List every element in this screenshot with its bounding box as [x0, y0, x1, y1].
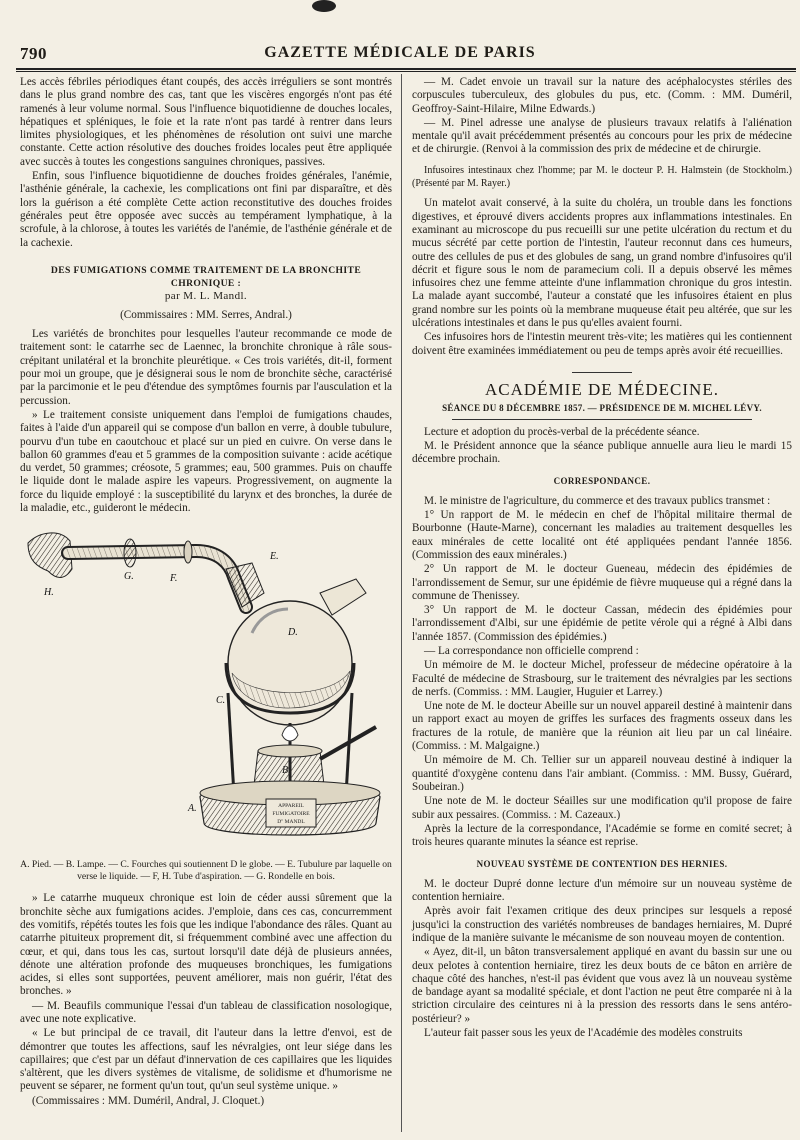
paragraph: L'auteur fait passer sous les yeux de l'Académie des modèles construits — [424, 1027, 743, 1039]
paragraph: Un mémoire de M. le docteur Michel, professeur de médecine opératoire à la Faculté de médecine de Strasbourg, sur le traitement des névralgies par les sections de nerfs. (Commiss. : MM. Laugier, Huguier et Larrey.) — [412, 659, 792, 698]
label-G: G. — [124, 571, 134, 583]
section-title-fumigations — [20, 264, 392, 303]
page-top-margin — [0, 0, 800, 40]
section-byline: par M. L. Mandl. — [164, 289, 248, 302]
section-heading: DES FUMIGATIONS COMME TRAITEMENT DE LA BRONCHITE CHRONIQUE : — [50, 264, 362, 289]
academy-title: ACADÉMIE DE MÉDECINE. — [485, 379, 719, 399]
label-A: A. — [188, 803, 197, 815]
paragraph: — M. Pinel adresse une analyse de plusieurs travaux relatifs à l'aliénation mentale qu'il avait précédemment présentés au concours pour les prix de médecine et de chirurgie. (Renvoi à la commission des prix de médecine et de chirurgie. — [412, 116, 792, 156]
paragraph: Après la lecture de la correspondance, l'Académie se forme en comité secret; à trois heures quarante minutes la séance est reprise. — [412, 822, 792, 849]
paragraph: M. le ministre de l'agriculture, du commerce et des travaux publics transmet : — [424, 494, 771, 507]
label-E: E. — [270, 551, 279, 563]
paragraph: M. le docteur Dupré donne lecture d'un mémoire sur un nouveau système de contention herniaire. — [412, 877, 792, 904]
paragraph: 1° Un rapport de M. le médecin en chef de l'hôpital militaire thermal de Bourbonne (Haute-Marne), concernant les maladies au traitement desquelles les eaux minérales de cette localité ont été appliquées pendant l'année 1856. (Commission des eaux minérales.) — [412, 509, 792, 561]
running-head-title: GAZETTE MÉDICALE DE PARIS — [264, 44, 536, 61]
section-separator — [572, 372, 632, 373]
right-column — [412, 76, 792, 1041]
paragraph: » Le traitement consiste uniquement dans l'emploi de fumigations chaudes, faites à l'aide d'un appareil qui se compose d'un ballon en verre, à double tubulure, pourvu d'un tube en caoutchouc et placé sur un pied en cuivre. On verse dans le ballon 60 grammes d'eau et 5 grammes de la composition suivante : acide acétique du verdet, 50 grammes; créosote, 5 grammes; eau, 500 grammes. Puis on chauffe le liquide dont le malade aspire les vapeurs. Progressivement, on augmente la force du liquide employé : la susceptibilité du larynx et des bronches, la durée de la maladie, etc., guideront le médecin. — [20, 408, 392, 515]
paragraph: — La correspondance non officielle comprend : — [424, 644, 639, 657]
header-rule — [16, 68, 796, 70]
paragraph: — M. Cadet envoie un travail sur la nature des acéphalocystes stériles des corpuscules tuberculeux, des globules du pus, etc. (Comm. : MM. Duméril, Geoffroy-Saint-Hilaire, Milne Edwards.) — [412, 76, 792, 115]
ink-blot — [312, 0, 336, 12]
plate-line-2: FUMIGATOIRE — [272, 811, 310, 818]
paragraph: 3° Un rapport de M. le docteur Cassan, médecin des épidémies pour l'arrondissement d'Albi, sur une épidémie de petite vérole qui a régné à Albi dans l'année 1857. (Commission des épidémies.) — [412, 604, 792, 643]
paragraph: Une note de M. le docteur Abeille sur un nouvel appareil destiné à maintenir dans un rapport exact au moyen de griffes les surfaces des fragments osseux dans les fractures de la rotule, de manière que la réunion ait lieu par un cal linéaire. (Commiss. : M. Malgaigne.) — [412, 700, 792, 753]
paragraph: M. le Président annonce que la séance publique annuelle aura lieu le mardi 15 décembre prochain. — [412, 439, 792, 466]
paragraph: Les accès fébriles périodiques étant coupés, des accès irréguliers se sont montrés dans le plus grand nombre des cas, tant que les viscères engorgés n'ont pas été ramenés à leur volume normal. Sous l'influence biquotidienne de douches locales, hépatiques et spléniques, le foie et la rate n'ont pas tardé à rentrer dans leurs limites physiologiques, et les phénomènes de résolution ont suivi une marche constante. Cette action résolutive des douches froides locales peut être appliquée avec succès à toutes les congestions sanguines chroniques, passives. — [20, 76, 392, 168]
label-F: F. — [170, 573, 178, 585]
hernies-title: NOUVEAU SYSTÈME DE CONTENTION DES HERNIES. — [476, 859, 728, 870]
academy-rule — [452, 419, 752, 420]
paragraph: Enfin, sous l'influence biquotidienne de douches froides générales, l'anémie, l'asthénie générale, la cachexie, les complications ont fini par disparaître, et dès lors la guérison a été complète Cette action reconstitutive des douches froides générales peut être opposée avec succès au tempérament lymphatique, à la scrofule, à la chlorose, à toutes les variétés de l'anémie, de l'asthénie générale et de la cachexie. — [20, 170, 392, 249]
label-C: C. — [216, 695, 226, 707]
left-column — [20, 76, 392, 1109]
paragraph: — M. Beaufils communique l'essai d'un tableau de classification nosologique, avec une note explicative. — [20, 999, 392, 1025]
paragraph: Après avoir fait l'examen critique des deux principes sur lesquels a reposé jusqu'ici la construction des variétés nombreuses de bandages herniaires, M. Dupré indique de la manière suivante le mécanisme de son nouveau moyen de contention. — [412, 905, 792, 944]
label-D: D. — [288, 627, 298, 639]
paragraph: Lecture et adoption du procès-verbal de la précédente séance. — [424, 425, 700, 438]
paragraph: Un mémoire de M. Ch. Tellier sur un appareil nouveau destiné à indiquer la quantité d'oxygène contenu dans l'air ambiant. (Commiss. : MM. Bussy, Guérard, Soubeiran.) — [412, 754, 792, 793]
plate-line-3: D'' MANDL — [277, 819, 305, 826]
label-B: B. — [282, 765, 291, 777]
correspondance-title: CORRESPONDANCE. — [553, 476, 651, 487]
paragraph: Les variétés de bronchites pour lesquelles l'auteur recommande ce mode de traitement sont: le catarrhe sec de Laennec, la bronchite chronique à râle sous-crépitant unilatéral et la bronchite pleurétique. « Ces trois variétés, dit-il, forment pour moi un groupe, que je désignerai sous le nom de bronchite sèche, caractérisé par la parcimonie et le peu d'étendue des symptômes fournis par l'ausculation et la percussion. — [20, 328, 392, 407]
header-rule-thin — [16, 71, 796, 72]
paragraph: 2° Un rapport de M. le docteur Gueneau, médecin des épidémies de l'arrondissement de Semur, sur une épidémie de fièvre muqueuse qui a régné dans la commune de Thenissey. — [412, 563, 792, 602]
paragraph: Ces infusoires hors de l'intestin meurent très-vite; les matières qui les contiennent doivent être examinées immédiatement ou peu de temps après avoir été recueillies. — [412, 331, 792, 357]
plate-line-1: APPAREIL — [278, 803, 304, 810]
paragraph: « Le but principal de ce travail, dit l'auteur dans la lettre d'envoi, est de démontrer que toutes les affections, sauf les névralgies, ont leur siége dans les capillaires; que c'est par un défaut d'innervation de ces capillaires que les liquides s'altèrent, que les divers systèmes de vitalisme, de solidisme et d'humorisme ne peuvent se séparer, ne forment qu'un tout, qu'un seul système unique. » — [20, 1027, 392, 1093]
paragraph: » Le catarrhe muqueux chronique est loin de céder aussi sûrement que la bronchite sèche aux fumigations acides. J'emploie, dans ces cas, concurremment des vomitifs, répétés toutes les fois que les indique l'abondance des râles. Quant au catarrhe pituiteux proprement dit, si fréquemment combiné avec une affection du cœur, et qui, dans tous les cas, surtout lorsqu'il date déjà de plusieurs années, dénote une altération profonde des muqueuses bronchiques, les fumigations acides, si elles sont supportées, peuvent améliorer, mais non guérir, l'état des bronches. » — [20, 892, 392, 998]
apparatus-engraving — [20, 523, 392, 853]
page-number: 790 — [20, 44, 47, 63]
paragraph: Un matelot avait conservé, à la suite du choléra, un trouble dans les fonctions digestives, et éprouvé divers accidents propres aux inflammations intestinales. En examinant au microscope du pus recueilli sur une petite ulcération du rectum et du mucus sécrété par cette portion de l'intestin, l'auteur reconnut dans ces humeurs, outre des cellules de pus et des globules de sang, un grand nombre d'infusoires qu'il décrit et figure sous le nom de paramecium coli. Il a depuis observé les mêmes infusoires chez une femme atteinte d'une inflammation chronique du gros intestin. La malade ayant succombé, l'auteur a constaté que les infusoires étaient en plus grand nombre sur les points où la membrane muqueuse était peu altérée, que sur les ulcérations intestinales et dans le pus qu'elles avaient fourni. — [412, 197, 792, 330]
infusoires-heading: Infusoires intestinaux chez l'homme; par M. le docteur P. H. Halmstein (de Stockholm.) (Présenté par M. Rayer.) — [412, 164, 792, 190]
label-H: H. — [44, 587, 54, 599]
paragraph: Une note de M. le docteur Séailles sur une modification qu'il propose de faire subir aux pessaires. (Commiss. : M. Cazeaux.) — [412, 795, 792, 821]
commissaires-line: (Commissaires : MM. Serres, Andral.) — [120, 308, 292, 321]
figure-caption: A. Pied. — B. Lampe. — C. Fourches qui soutiennent D le globe. — E. Tubulure par laquelle on verse le liquide. — F, H. Tube d'aspiration. — G. Rondelle en bois. — [20, 859, 392, 882]
seance-line: SÉANCE DU 8 DÉCEMBRE 1857. — PRÉSIDENCE DE M. MICHEL LÉVY. — [442, 403, 762, 414]
fumigation-apparatus-figure — [20, 523, 392, 853]
paragraph: (Commissaires : MM. Duméril, Andral, J. Cloquet.) — [32, 1094, 265, 1107]
paragraph: « Ayez, dit-il, un bâton transversalement appliqué en avant du bassin sur une ou deux pelotes à contention herniaire, tirez les deux bouts de ce bâton en arrière de chaque côté des hanches, n'est-il pas évident que vous avez là un nouveau système de bandage ayant sa modalité spéciale, et dont l'action ne peut être comparée ni à la striction circulaire des ceintures ni à la pression des ressorts dans le sens antéro-postérieur? » — [412, 946, 792, 1025]
column-divider — [401, 74, 402, 1132]
